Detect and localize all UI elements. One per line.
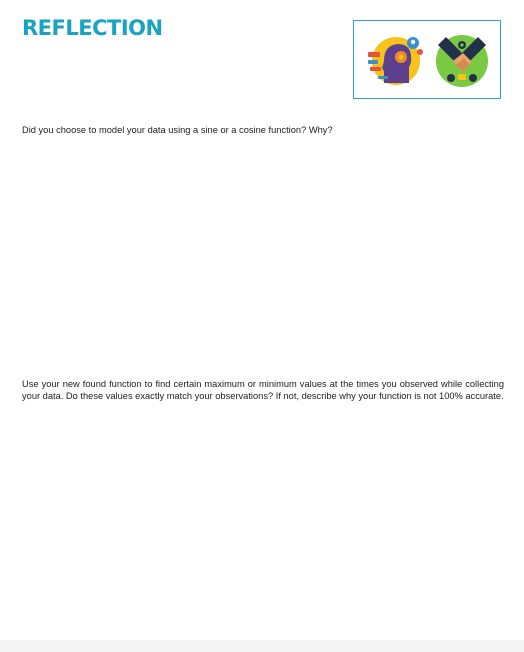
- page-bottom-strip: [0, 640, 524, 652]
- question-max-min-values: Use your new found function to find certain maximum or minimum values at the times you observed while collecting your data. Do these values exactly match your observations? If not, describe why your function is not 100% accurate.: [22, 379, 504, 401]
- question-sine-cosine: Did you choose to model your data using a sine or a cosine function? Why?: [22, 125, 333, 135]
- handshake-icon: [436, 35, 488, 87]
- thinking-head-icon: [368, 37, 423, 85]
- page-title: REFLECTION: [22, 16, 163, 40]
- illustration-box: [353, 20, 501, 99]
